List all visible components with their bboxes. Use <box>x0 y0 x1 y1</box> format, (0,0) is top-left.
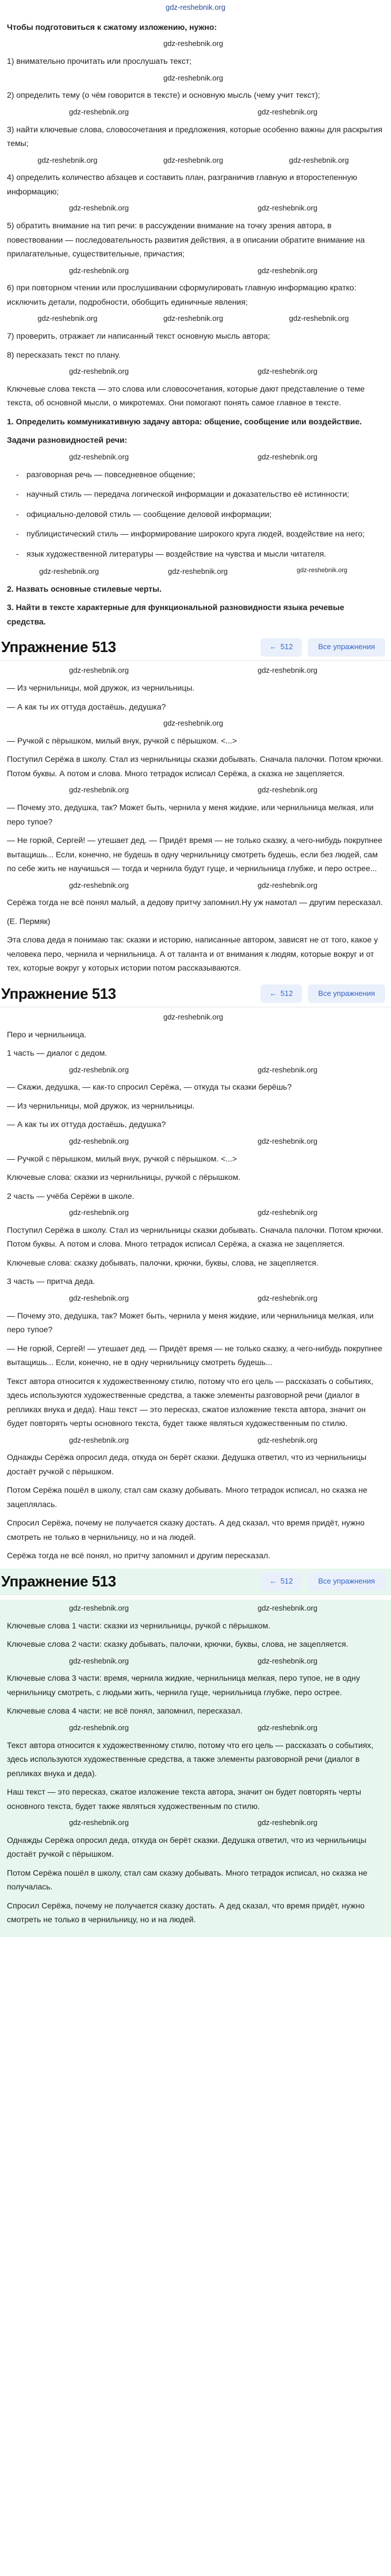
watermark: gdz-reshebnik.org <box>257 1818 318 1827</box>
watermark: gdz-reshebnik.org <box>257 452 318 461</box>
watermark: gdz-reshebnik.org <box>257 1136 318 1145</box>
list-item: - научный стиль — передача логической информации и доказательство её истинности; <box>21 487 384 501</box>
answer-line: Ключевые слова 2 части: сказку добывать, палочки, крючки, буквы, слова, не зацепляется. <box>7 1639 348 1649</box>
prep-section <box>0 20 391 410</box>
answer-line: Спросил Серёжа, почему не получается сказку достать. А дед сказал, что время придёт, нужно смотреть не только в чернильницу, но и на людей. <box>7 1900 365 1925</box>
watermark: gdz-reshebnik.org <box>257 1293 318 1302</box>
exercise-header <box>0 981 391 1007</box>
list-item: - язык художественной литературы — воздействие на чувства и мысли читателя. <box>21 547 384 561</box>
story-line: — Ручкой с пёрышком, милый внук, ручкой с пёрышком. <...> <box>7 735 237 745</box>
arrow-left-icon: ← <box>269 988 277 998</box>
watermark: gdz-reshebnik.org <box>289 314 349 323</box>
list-item: - публицистический стиль — информирование широкого круга людей, воздействие на него; <box>21 527 384 541</box>
watermark: gdz-reshebnik.org <box>163 719 224 727</box>
watermark: gdz-reshebnik.org <box>68 1293 129 1302</box>
exercise-title: Упражнение 513 <box>1 1572 116 1590</box>
story-line: — Почему это, дедушка, так? Может быть, чернила у меня жидкие, или чернильница мелкая, или перо тупое? <box>7 803 374 826</box>
answer-line: Ключевые слова: сказку добывать, палочки, крючки, буквы, слова, не зацепляется. <box>7 1258 319 1267</box>
story-line: — Из чернильницы, мой дружок, из чернильницы. <box>7 683 195 692</box>
watermark: gdz-reshebnik.org <box>68 1208 129 1217</box>
answer-line: Перо и чернильница. <box>7 1029 87 1039</box>
exercise-title: Упражнение 513 <box>1 638 116 656</box>
watermark: gdz-reshebnik.org <box>257 1723 318 1732</box>
prep-step: 4) определить количество абзацев и составить план, разграничив главную и второстепенную информацию; <box>7 172 358 196</box>
answer-line: Однажды Серёжа опросил деда, откуда он берёт сказки. Дедушка ответил, что из чернильницы достаёт ручкой с пёрышком. <box>7 1835 367 1859</box>
tasks-section <box>0 415 391 629</box>
watermark: gdz-reshebnik.org <box>68 1656 129 1665</box>
prep-step: 8) пересказать текст по плану. <box>7 350 121 359</box>
watermark: gdz-reshebnik.org <box>257 107 318 116</box>
prep-intro: Чтобы подготовиться к сжатому изложению, нужно: <box>7 22 217 32</box>
all-exercises-button[interactable]: Все упражнения <box>308 1572 385 1590</box>
watermark: gdz-reshebnik.org <box>37 314 98 323</box>
answer-line: Поступил Серёжа в школу. Стал из чернильницы сказки добывать. Сначала палочки. Потом крючки. Потом буквы. А потом и слова. Много тетрадок исписал Серёжа, а сказка не зацепляется. <box>7 1225 384 1249</box>
watermark: gdz-reshebnik.org <box>68 107 129 116</box>
watermark: gdz-reshebnik.org <box>257 367 318 375</box>
watermark: gdz-reshebnik.org <box>68 452 129 461</box>
watermark: gdz-reshebnik.org <box>257 1065 318 1074</box>
answer-line: — Ручкой с пёрышком, милый внук, ручкой с пёрышком. <...> <box>7 1153 237 1163</box>
prep-step: 2) определить тему (о чём говорится в тексте) и основную мысль (чему учит текст); <box>7 90 320 100</box>
watermark: gdz-reshebnik.org <box>257 666 318 675</box>
answer-line: Ключевые слова 3 части: время, чернила жидкие, чернильница мелкая, перо тупое, не в одну чернильницу смотреть, с людьми жить, чернила гуще, чернильница глубже, перо острее. <box>7 1673 360 1697</box>
speech-list <box>21 467 384 561</box>
story-line: — Не горюй, Сергей! — утешает дед. — Придёт время — не только сказку, а чего-нибудь покрупнее вытащишь... Если, конечно, не будешь в одну чернильницу смотреть будешь, если без людей, сам по себе жить не научишься — тогда и чернила будут гуще, и чернильница глубже, и перо острее... <box>7 835 382 873</box>
answer-line: Ключевые слова 4 части: не всё понял, запомнил, пересказал. <box>7 1706 243 1716</box>
exercise-title: Упражнение 513 <box>1 984 116 1002</box>
watermark: gdz-reshebnik.org <box>163 1012 224 1021</box>
watermark: gdz-reshebnik.org <box>163 39 224 48</box>
watermark: gdz-reshebnik.org <box>68 367 129 375</box>
exercise-nav <box>260 638 391 657</box>
answer-line: — Скажи, дедушка, — как-то спросил Серёжа, — откуда ты сказки берёшь? <box>7 1082 292 1092</box>
list-item: - разговорная речь — повседневное общение; <box>21 467 384 482</box>
answer-line: Спросил Серёжа, почему не получается сказку достать. А дед сказал, что время придёт, нужно смотреть не только в чернильницу, но и на людей. <box>7 1518 365 1542</box>
answer-line: — Не горюй, Сергей! — утешает дед. — Придёт время — не только сказку, а чего-нибудь покрупнее вытащишь... Если, конечно, не в одну чернильницу смотреть будешь... <box>7 1343 382 1367</box>
watermark: gdz-reshebnik.org <box>257 204 318 213</box>
answer-line: — А как ты их оттуда достаёшь, дедушка? <box>7 1120 166 1129</box>
list-item: - официально-деловой стиль — сообщение деловой информации; <box>21 507 384 522</box>
answer-section <box>0 1011 391 1563</box>
answer-line: Наш текст — это пересказ, сжатое изложение текста автора, значит он будет повторять черты основного текста, будет также являться художественным по стилю. <box>7 1787 362 1811</box>
watermark: gdz-reshebnik.org <box>257 880 318 890</box>
story-line: — А как ты их оттуда достаёшь, дедушка? <box>7 702 166 711</box>
watermark: gdz-reshebnik.org <box>68 666 129 675</box>
answer-line: Ключевые слова 1 части: сказки из чернильницы, ручкой с пёрышком. <box>7 1620 270 1630</box>
prev-exercise-label: 512 <box>280 1576 293 1585</box>
prev-exercise-button[interactable] <box>260 1572 302 1590</box>
exercise-nav <box>260 984 391 1003</box>
top-watermark: gdz-reshebnik.org <box>165 3 226 12</box>
prev-exercise-label: 512 <box>280 642 293 651</box>
watermark: gdz-reshebnik.org <box>68 1435 129 1444</box>
exercise-header <box>0 634 391 661</box>
answer-line: 2 часть — учёба Серёжи в школе. <box>7 1191 135 1201</box>
watermark: gdz-reshebnik.org <box>257 1656 318 1665</box>
keywords-note: Ключевые слова текста — это слова или словосочетания, которые дают представление о теме текста, об основной мысли, о микротемах. Они помогают понять самое главное в тексте. <box>7 384 365 408</box>
watermark: gdz-reshebnik.org <box>257 1435 318 1444</box>
story-author: (Е. Пермяк) <box>7 916 51 926</box>
all-exercises-button[interactable]: Все упражнения <box>308 984 385 1003</box>
watermark: gdz-reshebnik.org <box>68 1818 129 1827</box>
prep-step: 1) внимательно прочитать или прослушать текст; <box>7 56 192 66</box>
watermark: gdz-reshebnik.org <box>68 204 129 213</box>
watermark: gdz-reshebnik.org <box>39 567 99 576</box>
prep-step: 3) найти ключевые слова, словосочетания и предложения, которые особенно важны для раскрытия темы; <box>7 124 383 148</box>
watermark: gdz-reshebnik.org <box>257 1208 318 1217</box>
watermark: gdz-reshebnik.org <box>289 155 349 164</box>
answer-green-section <box>0 1600 391 1937</box>
prep-step: 5) обратить внимание на тип речи: в рассуждении внимание на точку зрения автора, в повествовании — последовательность развития действия, а в описании обратите внимание на прилагательные, существительные, причастия; <box>7 221 365 258</box>
watermark: gdz-reshebnik.org <box>257 266 318 275</box>
watermark: gdz-reshebnik.org <box>163 155 224 164</box>
all-exercises-button[interactable]: Все упражнения <box>308 638 385 657</box>
answer-line: Потом Серёжа пошёл в школу, стал сам сказку добывать. Много тетрадок исписал, но сказка не получалась. <box>7 1868 367 1892</box>
story-line: Серёжа тогда не всё понял малый, а дедову притчу запомнил.Ну уж намотал — другим пересказал. <box>7 898 383 907</box>
story-section <box>0 664 391 975</box>
watermark: gdz-reshebnik.org <box>37 155 98 164</box>
answer-line: 3 часть — притча деда. <box>7 1276 95 1286</box>
answer-line: Текст автора относится к художественному стилю, потому что его цель — рассказать о событиях, здесь используются художественные средства, а также элементы разговорной речи (диалог в репликах внука и деда). <box>7 1740 374 1778</box>
watermark: gdz-reshebnik.org <box>163 73 224 82</box>
exercise-nav <box>260 1572 391 1590</box>
prev-exercise-label: 512 <box>280 988 293 998</box>
watermark: gdz-reshebnik.org <box>68 266 129 275</box>
answer-line: Однажды Серёжа опросил деда, откуда он берёт сказки. Дедушка ответил, что из чернильницы достаёт ручкой с пёрышком. <box>7 1452 367 1476</box>
answer-line: Текст автора относится к художественному стилю, потому что его цель — рассказать о событиях, здесь используются художественные средства, а также элементы разговорной речи (диалог в репликах внука и деда). Наш текст — это пересказ, сжатое изложение текста автора, значит он будет повторять черты основного текста, будет также являться художественным по стилю. <box>7 1376 374 1428</box>
exercise-header <box>0 1569 391 1595</box>
prev-exercise-button[interactable] <box>260 638 302 657</box>
watermark: gdz-reshebnik.org <box>68 1136 129 1145</box>
watermark: gdz-reshebnik.org <box>68 1065 129 1074</box>
watermark: gdz-reshebnik.org <box>68 1723 129 1732</box>
watermark: gdz-reshebnik.org <box>163 314 224 323</box>
answer-line: Серёжа тогда не всё понял, но притчу запомнил и другим пересказал. <box>7 1551 271 1561</box>
task-1-label: Задачи разновидностей речи: <box>7 435 128 445</box>
answer-line: — Из чернильницы, мой дружок, из чернильницы. <box>7 1101 195 1110</box>
story-line: Поступил Серёжа в школу. Стал из чернильницы сказки добывать. Сначала палочки. Потом крючки. Потом буквы. А потом и слова. Много тетрадок исписал Серёжа, а сказка не зацепляется. <box>7 754 384 778</box>
task-1: 1. Определить коммуникативную задачу автора: общение, сообщение или воздействие. <box>7 416 362 426</box>
prev-exercise-button[interactable] <box>260 984 302 1003</box>
answer-line: Потом Серёжа пошёл в школу, стал сам сказку добывать. Много тетрадок исписал, но сказка не зацеплялась. <box>7 1485 367 1509</box>
arrow-left-icon: ← <box>269 1576 277 1585</box>
answer-line: — Почему это, дедушка, так? Может быть, чернила у меня жидкие, или чернильница мелкая, или перо тупое? <box>7 1310 374 1334</box>
watermark: gdz-reshebnik.org <box>296 567 348 574</box>
watermark: gdz-reshebnik.org <box>167 567 228 576</box>
story-line: Эта слова деда я понимаю так: сказки и историю, написанные автором, зависят не от того, какое у человека перо, чернила и чернильница. А от таланта и от внимания к людям, которые вокруг и от тех, которые вокруг у которых истории потом рассказываются. <box>7 935 378 973</box>
prep-step: 7) проверить, отражает ли написанный текст основную мысль автора; <box>7 331 270 340</box>
watermark: gdz-reshebnik.org <box>68 1603 129 1612</box>
task-2: 2. Назвать основные стилевые черты. <box>7 584 162 593</box>
arrow-left-icon: ← <box>269 642 277 651</box>
answer-line: 1 часть — диалог с дедом. <box>7 1048 108 1057</box>
watermark: gdz-reshebnik.org <box>68 880 129 890</box>
watermark: gdz-reshebnik.org <box>257 785 318 795</box>
prep-step: 6) при повторном чтении или прослушивании сформулировать главную информацию кратко: исключить детали, подробности, обобщить единичные явления; <box>7 283 356 306</box>
task-3: 3. Найти в тексте характерные для функциональной разновидности языка речевые средства. <box>7 603 344 626</box>
answer-line: Ключевые слова: сказки из чернильницы, ручкой с пёрышком. <box>7 1172 241 1182</box>
watermark: gdz-reshebnik.org <box>257 1603 318 1612</box>
watermark: gdz-reshebnik.org <box>68 785 129 795</box>
